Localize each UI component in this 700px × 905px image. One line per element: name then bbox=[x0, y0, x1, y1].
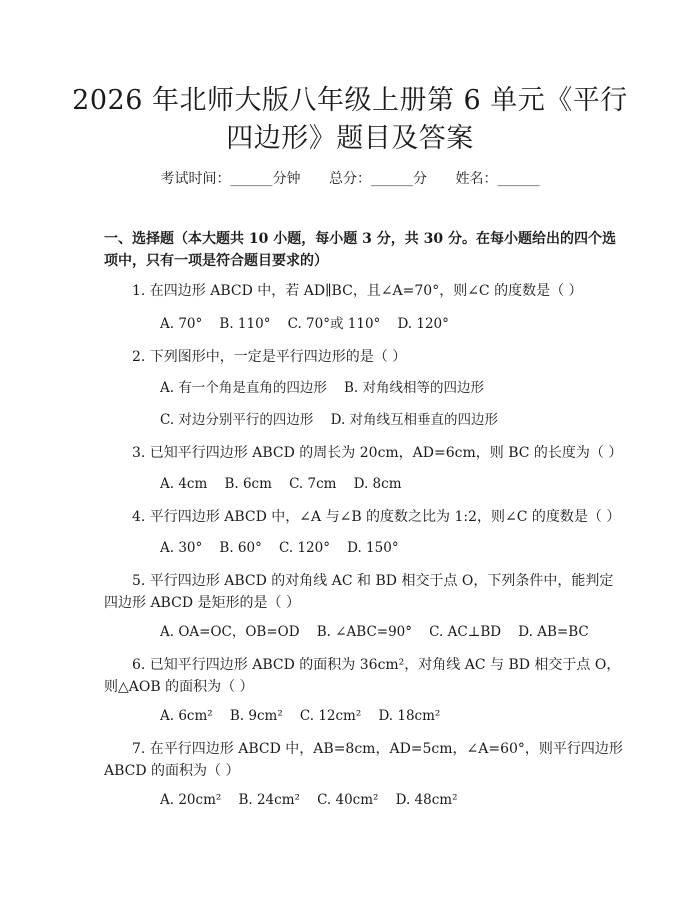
section-heading-multiple-choice: 一、选择题（本大题共 10 小题，每小题 3 分，共 30 分。在每小题给出的四个选项中，只有一项是符合题目要求的） bbox=[104, 231, 616, 269]
question-5: 5. 平行四边形 ABCD 的对角线 AC 和 BD 相交于点 O，下列条件中，能判定四边形 ABCD 是矩形的是（ ） bbox=[104, 573, 614, 611]
student-name-field: 姓名：______ bbox=[455, 171, 540, 187]
question-1-options: A. 70° B. 110° C. 70°或 110° D. 120° bbox=[160, 316, 449, 332]
question-3-options: A. 4cm B. 6cm C. 7cm D. 8cm bbox=[160, 476, 402, 492]
question-5-options: A. OA=OC，OB=OD B. ∠ABC=90° C. AC⊥BD D. AB=BC bbox=[160, 624, 589, 640]
question-2: 2. 下列图形中，一定是平行四边形的是（ ） bbox=[132, 349, 407, 365]
exam-info-line bbox=[0, 168, 700, 188]
question-6: 6. 已知平行四边形 ABCD 的面积为 36cm²，对角线 AC 与 BD 相交于点 O，则△AOB 的面积为（ ） bbox=[104, 657, 621, 695]
question-7: 7. 在平行四边形 ABCD 中，AB=8cm，AD=5cm，∠A=60°，则平行四边形 ABCD 的面积为（ ） bbox=[104, 741, 623, 779]
question-7-options: A. 20cm² B. 24cm² C. 40cm² D. 48cm² bbox=[160, 792, 458, 808]
question-3: 3. 已知平行四边形 ABCD 的周长为 20cm，AD=6cm，则 BC 的长度为（ ） bbox=[132, 445, 623, 461]
document-title-line-1: 2026 年北师大版八年级上册第 6 单元《平行 bbox=[72, 85, 628, 116]
total-score-field: 总分：______分 bbox=[329, 171, 427, 187]
question-6-options: A. 6cm² B. 9cm² C. 12cm² D. 18cm² bbox=[160, 708, 441, 724]
question-2-options-row-1: A. 有一个角是直角的四边形 B. 对角线相等的四边形 bbox=[160, 380, 484, 396]
question-1: 1. 在四边形 ABCD 中，若 AD∥BC，且∠A=70°，则∠C 的度数是（ ） bbox=[132, 283, 583, 299]
question-4: 4. 平行四边形 ABCD 中，∠A 与∠B 的度数之比为 1:2，则∠C 的度数是（ ） bbox=[132, 509, 621, 525]
exam-time-field: 考试时间：______分钟 bbox=[160, 171, 301, 187]
document-title-line-2: 四边形》题目及答案 bbox=[226, 123, 474, 154]
question-2-options-row-2: C. 对边分别平行的四边形 D. 对角线互相垂直的四边形 bbox=[160, 412, 499, 428]
question-4-options: A. 30° B. 60° C. 120° D. 150° bbox=[160, 540, 399, 556]
